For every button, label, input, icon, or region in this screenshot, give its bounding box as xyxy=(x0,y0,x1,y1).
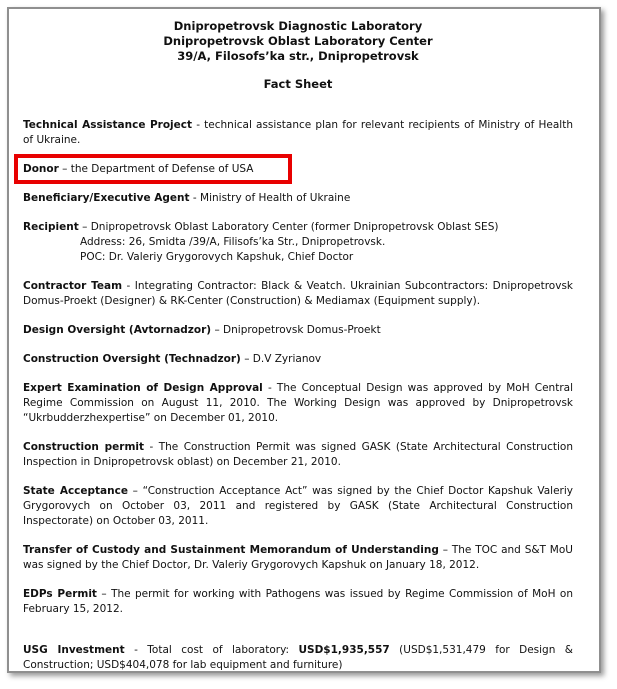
fact-item-technical-assistance-project: Technical Assistance Project - technical assistance plan for relevant recipients of Ministry of Health of Ukraine. xyxy=(23,119,573,146)
fact-label: Beneficiary/Executive Agent xyxy=(23,192,190,204)
fact-subline: Address: 26, Smidta /39/A, Filisofs’ka Str., Dnipropetrovsk. xyxy=(80,236,386,248)
header-org-subname: Dnipropetrovsk Oblast Laboratory Center xyxy=(163,34,433,48)
fact-item-state-acceptance: State Acceptance – “Construction Acceptance Act” was signed by the Chief Doctor Kapshuk Valeriy Grygorovych on October 03, 2011 and registered by GASK (State Architectural Construction Inspectorate) on October 03, 2011. xyxy=(23,485,573,527)
fact-label: Technical Assistance Project xyxy=(23,119,193,131)
fact-item-recipient: Recipient – Dnipropetrovsk Oblast Laboratory Center (former Dnipropetrovsk Oblast SES) Address: 26, Smidta /39/A, Filisofs’ka Str., Dnipropetrovsk. POC: Dr. Valeriy Grygorovych Kapshuk, Chief Doctor xyxy=(23,220,573,265)
document-page xyxy=(7,7,601,673)
fact-label: Recipient xyxy=(23,221,79,233)
fact-label: Construction permit xyxy=(23,441,145,453)
document-title: Fact Sheet xyxy=(263,77,333,91)
fact-label: Contractor Team xyxy=(23,280,123,292)
fact-subline: POC: Dr. Valeriy Grygorovych Kapshuk, Chief Doctor xyxy=(80,251,354,263)
usg-total-cost: USD$1,935,557 xyxy=(298,644,390,656)
fact-item-design-oversight-avtornadzor: Design Oversight (Avtornadzor) – Dnipropetrovsk Domus-Proekt xyxy=(23,324,381,336)
fact-label: USG Investment xyxy=(23,644,125,656)
fact-item-construction-permit: Construction permit - The Construction Permit was signed GASK (State Architectural Construction Inspection in Dnipropetrovsk oblast) on December 21, 2010. xyxy=(23,441,573,468)
fact-item-edps-permit: EDPs Permit – The permit for working with Pathogens was issued by Regime Commission of MoH on February 15, 2012. xyxy=(23,588,573,615)
document-header xyxy=(23,19,573,64)
fact-label: Transfer of Custody and Sustainment Memorandum of Understanding xyxy=(23,544,439,556)
fact-item-beneficiary-executive-agent: Beneficiary/Executive Agent - Ministry of Health of Ukraine xyxy=(23,192,351,204)
fact-label: Design Oversight (Avtornadzor) xyxy=(23,324,212,336)
fact-item-transfer-of-custody-and-sustainment-memo: Transfer of Custody and Sustainment Memorandum of Understanding – The TOC and S&T MoU was signed by the Chief Doctor, Dr. Valeriy Grygorovych Kapshuk on January 18, 2012. xyxy=(23,544,573,571)
fact-label: Donor xyxy=(23,163,59,175)
fact-sheet-body xyxy=(23,118,573,673)
fact-item-donor: Donor – the Department of Defense of USA xyxy=(23,162,573,177)
fact-label: Expert Examination of Design Approval xyxy=(23,382,263,394)
fact-label: EDPs Permit xyxy=(23,588,97,600)
fact-item-expert-examination-of-design-approval: Expert Examination of Design Approval - The Conceptual Design was approved by MoH Central Regime Commission on August 11, 2010. The Working Design was approved by Dnipropetrovsk “Ukrbudderzhexpertise” on December 01, 2010. xyxy=(23,382,573,424)
fact-label: Construction Oversight (Technadzor) xyxy=(23,353,241,365)
fact-item-contractor-team: Contractor Team - Integrating Contractor: Black & Veatch. Ukrainian Subcontractors: Dnipropetrovsk Domus-Proekt (Designer) & RK-Center (Construction) & Mediamax (Equipment supply). xyxy=(23,280,573,307)
fact-item-usg-investment: USG Investment - Total cost of laboratory: USD$1,935,557 (USD$1,531,479 for Design & Construction; USD$404,078 for lab equipment and furniture) xyxy=(23,644,573,671)
fact-item-construction-oversight-technadzor: Construction Oversight (Technadzor) – D.V Zyrianov xyxy=(23,353,322,365)
fact-label: State Acceptance xyxy=(23,485,128,497)
header-address: 39/A, Filosofs’ka str., Dnipropetrovsk xyxy=(177,49,419,63)
header-org-name: Dnipropetrovsk Diagnostic Laboratory xyxy=(173,19,423,33)
